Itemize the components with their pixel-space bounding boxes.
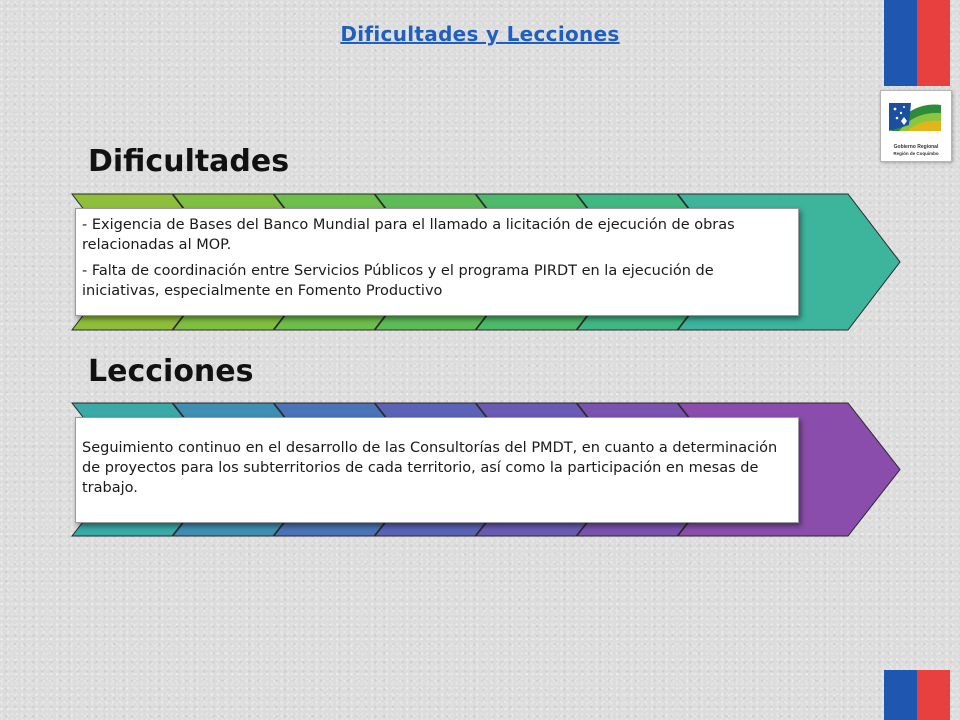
lecciones-textbox <box>75 417 799 523</box>
heading-dificultades: Dificultades <box>88 144 290 179</box>
dificultades-textbox <box>75 208 799 316</box>
dificultades-point-1: - Exigencia de Bases del Banco Mundial para el llamado a licitación de ejecución de obras relacionadas al MOP. <box>82 217 735 253</box>
slide-title: Dificultades y Lecciones <box>340 22 620 46</box>
lecciones-point-1: Seguimiento continuo en el desarrollo de las Consultorías del PMDT, en cuanto a determinación de proyectos para los subterritorios de cada territorio, así como la participación en mesas de trabajo. <box>82 440 778 496</box>
logo-text-gobierno: Gobierno Regional <box>893 144 939 150</box>
dificultades-point-2: - Falta de coordinación entre Servicios Públicos y el programa PIRDT en la ejecución de iniciativas, especialmente en Fomento Productivo <box>82 263 714 299</box>
heading-lecciones: Lecciones <box>88 354 254 389</box>
logo-text-region: Región de Coquimbo <box>893 151 939 156</box>
